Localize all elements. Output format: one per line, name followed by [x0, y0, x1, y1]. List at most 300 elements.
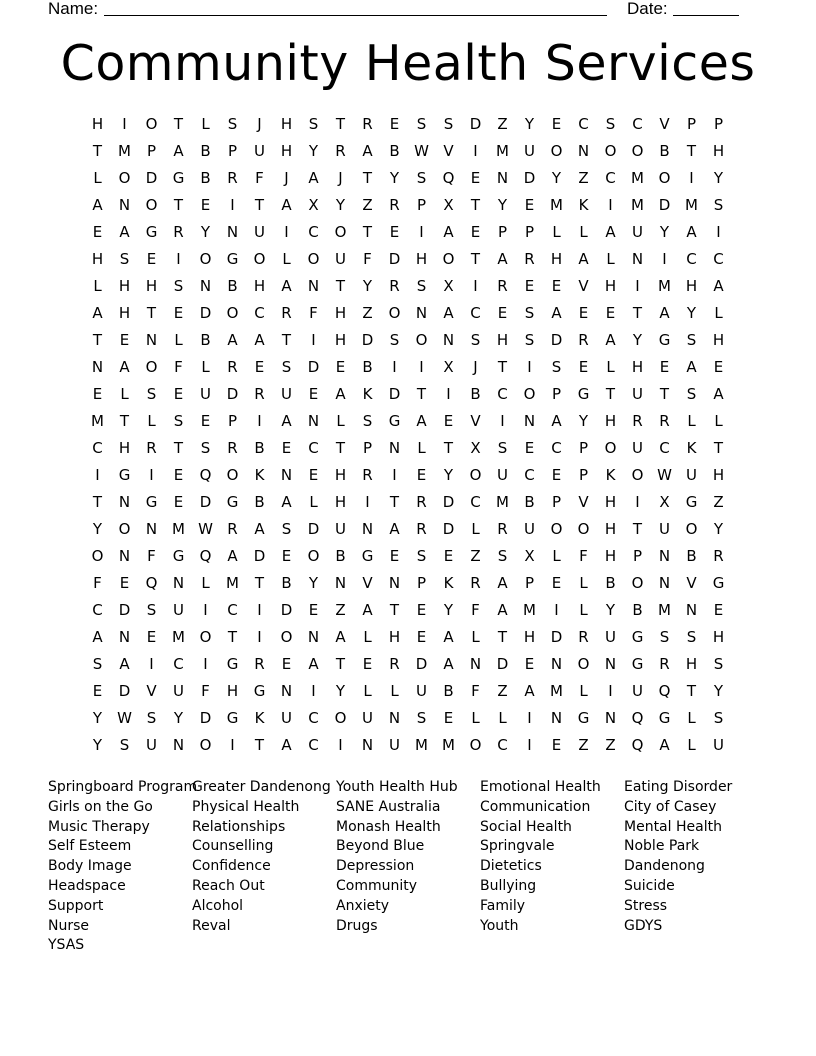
grid-letter[interactable]: E [578, 358, 589, 376]
grid-letter[interactable]: M [415, 736, 428, 754]
grid-letter[interactable]: I [473, 142, 478, 160]
grid-letter[interactable]: T [119, 412, 130, 430]
grid-letter[interactable]: S [443, 115, 454, 133]
grid-letter[interactable]: O [523, 385, 536, 403]
grid-letter[interactable]: E [92, 682, 103, 700]
grid-letter[interactable]: R [497, 520, 508, 538]
grid-letter[interactable]: J [257, 115, 262, 133]
grid-letter[interactable]: A [92, 196, 103, 214]
grid-letter[interactable]: R [578, 331, 589, 349]
grid-letter[interactable]: Y [92, 520, 103, 538]
grid-letter[interactable]: T [227, 628, 238, 646]
grid-letter[interactable]: N [91, 358, 104, 376]
grid-letter[interactable]: G [253, 682, 266, 700]
grid-letter[interactable]: N [388, 574, 401, 592]
grid-letter[interactable]: C [470, 493, 481, 511]
grid-letter[interactable]: I [122, 115, 127, 133]
grid-letter[interactable]: X [470, 439, 481, 457]
grid-letter[interactable]: O [469, 466, 482, 484]
grid-letter[interactable]: U [686, 466, 697, 484]
grid-letter[interactable]: A [92, 304, 103, 322]
grid-letter[interactable]: B [659, 142, 670, 160]
grid-letter[interactable]: H [604, 547, 617, 565]
grid-letter[interactable]: Y [524, 115, 535, 133]
grid-letter[interactable]: S [146, 601, 157, 619]
grid-letter[interactable]: A [416, 412, 427, 430]
grid-letter[interactable]: T [443, 439, 454, 457]
grid-letter[interactable]: E [524, 277, 535, 295]
grid-letter[interactable]: E [362, 655, 373, 673]
grid-letter[interactable]: O [145, 196, 158, 214]
grid-letter[interactable]: N [415, 304, 428, 322]
grid-letter[interactable]: E [335, 358, 346, 376]
grid-letter[interactable]: L [201, 574, 210, 592]
grid-letter[interactable]: I [365, 493, 370, 511]
grid-letter[interactable]: O [631, 142, 644, 160]
grid-letter[interactable]: U [632, 682, 643, 700]
grid-letter[interactable]: J [338, 169, 343, 187]
grid-letter[interactable]: N [388, 709, 401, 727]
grid-letter[interactable]: T [497, 628, 508, 646]
grid-letter[interactable]: G [172, 547, 185, 565]
grid-letter[interactable]: N [118, 493, 131, 511]
grid-letter[interactable]: E [416, 628, 427, 646]
grid-letter[interactable]: C [92, 439, 103, 457]
grid-letter[interactable]: Y [389, 169, 400, 187]
grid-letter[interactable]: E [92, 223, 103, 241]
grid-letter[interactable]: H [604, 412, 617, 430]
grid-letter[interactable]: L [471, 628, 480, 646]
grid-letter[interactable]: I [176, 250, 181, 268]
grid-letter[interactable]: O [226, 466, 239, 484]
grid-letter[interactable]: Y [632, 331, 643, 349]
grid-letter[interactable]: A [551, 412, 562, 430]
grid-letter[interactable]: I [311, 331, 316, 349]
grid-letter[interactable]: O [253, 250, 266, 268]
grid-letter[interactable]: E [173, 385, 184, 403]
grid-letter[interactable]: I [338, 736, 343, 754]
grid-letter[interactable]: L [579, 574, 588, 592]
grid-letter[interactable]: I [527, 736, 532, 754]
grid-letter[interactable]: B [524, 493, 535, 511]
grid-letter[interactable]: L [309, 493, 318, 511]
grid-letter[interactable]: F [255, 169, 264, 187]
grid-letter[interactable]: N [658, 547, 671, 565]
grid-letter[interactable]: Y [551, 169, 562, 187]
grid-letter[interactable]: L [687, 412, 696, 430]
grid-letter[interactable]: H [253, 277, 266, 295]
grid-letter[interactable]: P [416, 574, 427, 592]
grid-letter[interactable]: Q [658, 682, 671, 700]
grid-letter[interactable]: Z [497, 682, 508, 700]
grid-letter[interactable]: V [686, 574, 697, 592]
grid-letter[interactable]: B [227, 277, 238, 295]
grid-letter[interactable]: A [92, 628, 103, 646]
grid-letter[interactable]: G [685, 493, 698, 511]
grid-letter[interactable]: A [389, 520, 400, 538]
grid-letter[interactable]: S [686, 628, 697, 646]
grid-letter[interactable]: I [257, 628, 262, 646]
grid-letter[interactable]: A [119, 223, 130, 241]
grid-letter[interactable]: R [524, 250, 535, 268]
grid-letter[interactable]: H [523, 628, 536, 646]
grid-letter[interactable]: G [172, 169, 185, 187]
grid-letter[interactable]: I [716, 223, 721, 241]
grid-letter[interactable]: R [632, 412, 643, 430]
grid-letter[interactable]: E [470, 223, 481, 241]
grid-letter[interactable]: Y [92, 736, 103, 754]
grid-letter[interactable]: A [362, 601, 373, 619]
grid-letter[interactable]: A [443, 223, 454, 241]
grid-letter[interactable]: T [281, 331, 292, 349]
grid-letter[interactable]: I [257, 601, 262, 619]
grid-letter[interactable]: P [227, 412, 238, 430]
grid-letter[interactable]: L [147, 412, 156, 430]
grid-letter[interactable]: Y [308, 142, 319, 160]
grid-letter[interactable]: A [119, 655, 130, 673]
grid-letter[interactable]: Q [631, 709, 644, 727]
grid-letter[interactable]: D [442, 520, 455, 538]
grid-letter[interactable]: J [473, 358, 478, 376]
grid-letter[interactable]: T [335, 277, 346, 295]
grid-letter[interactable]: M [442, 736, 455, 754]
grid-letter[interactable]: C [524, 466, 535, 484]
grid-letter[interactable]: Y [362, 277, 373, 295]
grid-letter[interactable]: G [226, 655, 239, 673]
grid-letter[interactable]: B [632, 601, 643, 619]
grid-letter[interactable]: S [281, 358, 292, 376]
grid-letter[interactable]: Y [335, 196, 346, 214]
grid-letter[interactable]: B [254, 493, 265, 511]
grid-letter[interactable]: H [712, 331, 725, 349]
grid-letter[interactable]: C [92, 601, 103, 619]
grid-letter[interactable]: S [659, 628, 670, 646]
grid-letter[interactable]: A [335, 385, 346, 403]
grid-letter[interactable]: E [281, 547, 292, 565]
grid-letter[interactable]: H [604, 277, 617, 295]
grid-letter[interactable]: D [199, 709, 212, 727]
grid-letter[interactable]: M [631, 196, 644, 214]
grid-letter[interactable]: I [419, 358, 424, 376]
grid-letter[interactable]: K [254, 709, 265, 727]
grid-letter[interactable]: D [388, 250, 401, 268]
grid-letter[interactable]: E [551, 115, 562, 133]
grid-letter[interactable]: N [631, 250, 644, 268]
grid-letter[interactable]: Y [173, 709, 184, 727]
grid-letter[interactable]: B [200, 169, 211, 187]
grid-letter[interactable]: H [334, 493, 347, 511]
grid-letter[interactable]: A [497, 250, 508, 268]
grid-letter[interactable]: F [93, 574, 102, 592]
grid-letter[interactable]: I [284, 223, 289, 241]
grid-letter[interactable]: V [659, 115, 670, 133]
grid-letter[interactable]: N [172, 736, 185, 754]
grid-letter[interactable]: U [524, 520, 535, 538]
grid-letter[interactable]: P [578, 466, 589, 484]
grid-letter[interactable]: L [606, 250, 615, 268]
grid-letter[interactable]: C [227, 601, 238, 619]
grid-letter[interactable]: E [551, 736, 562, 754]
grid-letter[interactable]: D [280, 601, 293, 619]
grid-letter[interactable]: C [497, 736, 508, 754]
grid-letter[interactable]: T [497, 358, 508, 376]
grid-letter[interactable]: W [414, 142, 429, 160]
grid-letter[interactable]: O [334, 223, 347, 241]
grid-letter[interactable]: R [173, 223, 184, 241]
grid-letter[interactable]: A [443, 304, 454, 322]
grid-letter[interactable]: M [550, 682, 563, 700]
grid-letter[interactable]: P [416, 196, 427, 214]
grid-letter[interactable]: W [198, 520, 213, 538]
grid-letter[interactable]: M [172, 520, 185, 538]
grid-letter[interactable]: A [443, 655, 454, 673]
grid-letter[interactable]: N [280, 682, 293, 700]
grid-letter[interactable]: P [632, 547, 643, 565]
grid-letter[interactable]: V [443, 142, 454, 160]
grid-letter[interactable]: G [631, 628, 644, 646]
grid-letter[interactable]: O [145, 358, 158, 376]
grid-letter[interactable]: S [497, 547, 508, 565]
grid-letter[interactable]: L [93, 277, 102, 295]
grid-letter[interactable]: T [92, 142, 103, 160]
grid-letter[interactable]: L [390, 682, 399, 700]
grid-letter[interactable]: P [524, 574, 535, 592]
grid-letter[interactable]: I [554, 601, 559, 619]
grid-letter[interactable]: R [389, 196, 400, 214]
grid-letter[interactable]: U [362, 709, 373, 727]
grid-letter[interactable]: H [712, 628, 725, 646]
grid-letter[interactable]: B [605, 574, 616, 592]
grid-letter[interactable]: T [335, 655, 346, 673]
grid-letter[interactable]: A [659, 304, 670, 322]
grid-letter[interactable]: M [118, 142, 131, 160]
grid-letter[interactable]: S [524, 304, 535, 322]
grid-letter[interactable]: E [389, 547, 400, 565]
grid-letter[interactable]: F [363, 250, 372, 268]
grid-letter[interactable]: N [577, 142, 590, 160]
grid-letter[interactable]: K [686, 439, 697, 457]
grid-letter[interactable]: U [713, 736, 724, 754]
grid-letter[interactable]: S [497, 439, 508, 457]
grid-letter[interactable]: L [336, 412, 345, 430]
grid-letter[interactable]: O [550, 520, 563, 538]
grid-letter[interactable]: D [226, 385, 239, 403]
grid-letter[interactable]: U [200, 385, 211, 403]
grid-letter[interactable]: N [685, 601, 698, 619]
grid-letter[interactable]: R [713, 547, 724, 565]
grid-letter[interactable]: X [524, 547, 535, 565]
grid-letter[interactable]: L [201, 115, 210, 133]
grid-letter[interactable]: R [416, 520, 427, 538]
grid-letter[interactable]: C [470, 304, 481, 322]
grid-letter[interactable]: T [254, 736, 265, 754]
grid-letter[interactable]: M [496, 493, 509, 511]
grid-letter[interactable]: T [173, 439, 184, 457]
grid-letter[interactable]: Y [308, 574, 319, 592]
grid-letter[interactable]: I [608, 196, 613, 214]
grid-letter[interactable]: I [473, 277, 478, 295]
grid-letter[interactable]: H [388, 628, 401, 646]
grid-letter[interactable]: G [577, 385, 590, 403]
grid-letter[interactable]: Y [497, 196, 508, 214]
grid-letter[interactable]: G [388, 412, 401, 430]
grid-letter[interactable]: C [173, 655, 184, 673]
grid-letter[interactable]: A [497, 574, 508, 592]
grid-letter[interactable]: I [446, 385, 451, 403]
grid-letter[interactable]: F [471, 682, 480, 700]
grid-letter[interactable]: V [578, 277, 589, 295]
grid-letter[interactable]: U [659, 520, 670, 538]
grid-letter[interactable]: A [227, 331, 238, 349]
grid-letter[interactable]: M [550, 196, 563, 214]
grid-letter[interactable]: N [226, 223, 239, 241]
grid-letter[interactable]: H [145, 277, 158, 295]
grid-letter[interactable]: M [658, 277, 671, 295]
grid-letter[interactable]: B [254, 439, 265, 457]
grid-letter[interactable]: C [551, 439, 562, 457]
grid-letter[interactable]: O [415, 331, 428, 349]
grid-letter[interactable]: M [172, 628, 185, 646]
grid-letter[interactable]: H [91, 250, 104, 268]
grid-letter[interactable]: L [579, 682, 588, 700]
grid-letter[interactable]: D [550, 628, 563, 646]
grid-letter[interactable]: O [307, 250, 320, 268]
grid-letter[interactable]: I [689, 169, 694, 187]
grid-letter[interactable]: H [550, 250, 563, 268]
grid-letter[interactable]: L [552, 223, 561, 241]
grid-letter[interactable]: N [280, 466, 293, 484]
grid-letter[interactable]: G [658, 709, 671, 727]
grid-letter[interactable]: H [118, 304, 131, 322]
grid-letter[interactable]: T [632, 304, 643, 322]
grid-letter[interactable]: E [173, 493, 184, 511]
grid-letter[interactable]: Z [605, 736, 616, 754]
grid-letter[interactable]: Z [578, 169, 589, 187]
grid-letter[interactable]: D [199, 304, 212, 322]
grid-letter[interactable]: T [659, 385, 670, 403]
grid-letter[interactable]: L [579, 223, 588, 241]
grid-letter[interactable]: A [119, 358, 130, 376]
grid-letter[interactable]: P [686, 115, 697, 133]
grid-letter[interactable]: T [254, 196, 265, 214]
grid-letter[interactable]: D [118, 601, 131, 619]
grid-letter[interactable]: A [281, 196, 292, 214]
grid-letter[interactable]: I [95, 466, 100, 484]
grid-letter[interactable]: T [146, 304, 157, 322]
grid-letter[interactable]: E [713, 601, 724, 619]
grid-letter[interactable]: R [254, 655, 265, 673]
grid-letter[interactable]: M [631, 169, 644, 187]
grid-letter[interactable]: A [659, 736, 670, 754]
grid-letter[interactable]: M [658, 601, 671, 619]
grid-letter[interactable]: O [91, 547, 104, 565]
grid-letter[interactable]: D [415, 655, 428, 673]
grid-letter[interactable]: R [470, 574, 481, 592]
grid-letter[interactable]: C [713, 250, 724, 268]
grid-letter[interactable]: L [498, 709, 507, 727]
grid-letter[interactable]: O [631, 574, 644, 592]
grid-letter[interactable]: S [119, 250, 130, 268]
grid-letter[interactable]: H [415, 250, 428, 268]
grid-letter[interactable]: D [388, 385, 401, 403]
grid-letter[interactable]: U [254, 142, 265, 160]
grid-letter[interactable]: S [173, 412, 184, 430]
grid-letter[interactable]: V [146, 682, 157, 700]
grid-letter[interactable]: S [308, 115, 319, 133]
grid-letter[interactable]: S [362, 412, 373, 430]
grid-letter[interactable]: O [577, 655, 590, 673]
grid-letter[interactable]: D [442, 493, 455, 511]
grid-letter[interactable]: C [632, 115, 643, 133]
grid-letter[interactable]: Y [200, 223, 211, 241]
grid-letter[interactable]: L [687, 736, 696, 754]
grid-letter[interactable]: E [389, 223, 400, 241]
grid-letter[interactable]: Z [497, 115, 508, 133]
grid-letter[interactable]: Y [605, 601, 616, 619]
grid-letter[interactable]: E [470, 169, 481, 187]
grid-letter[interactable]: S [416, 547, 427, 565]
grid-letter[interactable]: P [362, 439, 373, 457]
grid-letter[interactable]: P [713, 115, 724, 133]
grid-letter[interactable]: O [145, 115, 158, 133]
grid-letter[interactable]: N [550, 709, 563, 727]
grid-letter[interactable]: I [419, 223, 424, 241]
grid-letter[interactable]: A [173, 142, 184, 160]
grid-letter[interactable]: A [308, 169, 319, 187]
grid-letter[interactable]: S [146, 385, 157, 403]
grid-letter[interactable]: I [635, 277, 640, 295]
grid-letter[interactable]: X [443, 277, 454, 295]
grid-letter[interactable]: I [608, 682, 613, 700]
grid-letter[interactable]: H [91, 115, 104, 133]
grid-letter[interactable]: X [443, 358, 454, 376]
grid-letter[interactable]: L [417, 439, 426, 457]
grid-letter[interactable]: D [361, 331, 374, 349]
grid-letter[interactable]: T [173, 115, 184, 133]
grid-letter[interactable]: O [658, 169, 671, 187]
grid-letter[interactable]: Y [713, 169, 724, 187]
grid-letter[interactable]: M [226, 574, 239, 592]
grid-letter[interactable]: E [659, 358, 670, 376]
grid-letter[interactable]: I [392, 466, 397, 484]
grid-letter[interactable]: U [389, 736, 400, 754]
grid-letter[interactable]: I [662, 250, 667, 268]
grid-letter[interactable]: A [308, 655, 319, 673]
grid-letter[interactable]: Q [199, 547, 212, 565]
grid-letter[interactable]: I [500, 412, 505, 430]
grid-letter[interactable]: F [309, 304, 318, 322]
grid-letter[interactable]: P [578, 439, 589, 457]
grid-letter[interactable]: Y [713, 520, 724, 538]
grid-letter[interactable]: B [335, 547, 346, 565]
grid-letter[interactable]: I [392, 358, 397, 376]
grid-letter[interactable]: H [685, 277, 698, 295]
grid-letter[interactable]: E [308, 385, 319, 403]
grid-letter[interactable]: C [686, 250, 697, 268]
grid-letter[interactable]: B [200, 331, 211, 349]
grid-letter[interactable]: N [604, 655, 617, 673]
grid-letter[interactable]: R [389, 277, 400, 295]
grid-letter[interactable]: N [361, 736, 374, 754]
grid-letter[interactable]: S [605, 115, 616, 133]
grid-letter[interactable]: G [226, 493, 239, 511]
grid-letter[interactable]: F [579, 547, 588, 565]
grid-letter[interactable]: O [685, 520, 698, 538]
grid-letter[interactable]: R [227, 520, 238, 538]
grid-letter[interactable]: T [362, 223, 373, 241]
grid-letter[interactable]: E [281, 439, 292, 457]
grid-letter[interactable]: R [227, 169, 238, 187]
